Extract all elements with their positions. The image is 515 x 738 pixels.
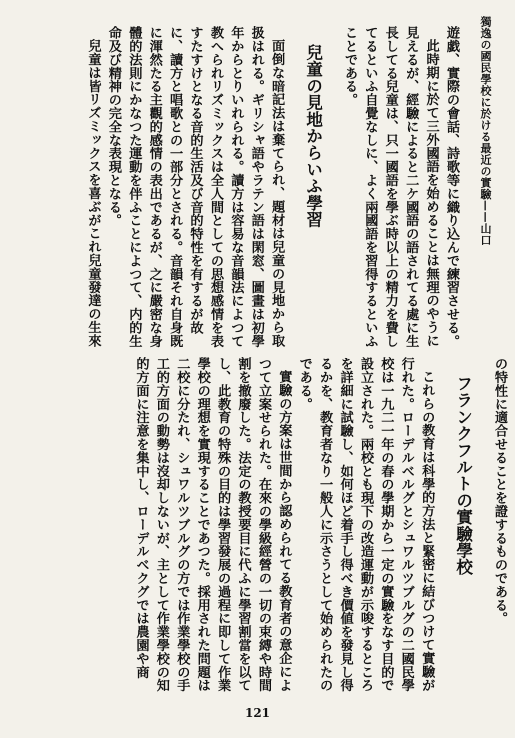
running-head: 獨逸の國民學校に於ける最近の實驗——山口 xyxy=(479,16,492,246)
section-heading: フランクフルトの實驗學校 xyxy=(453,375,473,576)
section-heading: 兒童の見地からいふ學習 xyxy=(303,44,323,228)
paragraph: 遊戯、實際の會話、詩歌等に織り込んで練習させる。 xyxy=(444,26,459,348)
paragraph: 面倒な暗記法は棄てられ、題材は兒童の見地から取扱はれる。ギリシャ語やラテン語は閑窓、圖畫は初學年からとりいれられる。讀方は容易な音韻法によつて教へられリズミックスは全人間としての思想感情を表すたすけとなる音的生活及び音的特性を有するが故に、讀方と唱歌との一部分とされる。音韻それ自身既に渾然たる主觀的感情の表出であるが、之に嚴密な身體的法則にかなつた運動を伴ふことによつて、内的生命及び精神の完全な表現となる。 xyxy=(105,26,285,348)
paragraph: 實驗の方案は世間から認められてる教育者の意企によつて立案せられた。在來の學級經營の一切の束縛や時間割を撤廢した。法定の教授要目に代ふに學習割當を以てし、此教育の特殊の目的は學習發展の過程に即して作業學校の理想を實現することであつた。採用された問題は二校に分たれ、シュワルツブルグの方では作業學校の手工的方面の動勢は沒却しないが、主として作業學校の知的方面に注意を集中し、ローデルベクグでは農園や商 xyxy=(133,357,292,692)
upper-text-block xyxy=(41,26,461,356)
paragraph: 此時期に於て三外國語を始めることは無理のやうに見えるが、經驗によると二ケ國語の語されてる處に生長してる兒童は、只一國語を學ぶ時以上の精力を費してるといふ自覺なしに、よく兩國語を習得するといふことである。 xyxy=(341,26,439,348)
paragraph: これらの教育は科學的方法と緊密に結びつけて實驗が行れた。ローデルベルグとシュワルツブルグの二國民學校は一九二一年の春の學期から一定の實驗をなす目的で設立された。兩校とも現下の改造運動が示唆するところを詳細に試驗し、如何ほど着手し得べき價値を發見し得るかを、教育者なり一般人に示さうとして始められたのである。 xyxy=(296,357,435,692)
paragraph: 兒童は皆リズミックスを喜ぶがこれ兒童發達の生來 xyxy=(85,39,101,348)
page-number: 121 xyxy=(244,706,271,720)
paragraph: の特性に適合せることを證するものである。 xyxy=(492,357,507,625)
lower-text-block xyxy=(9,357,509,699)
